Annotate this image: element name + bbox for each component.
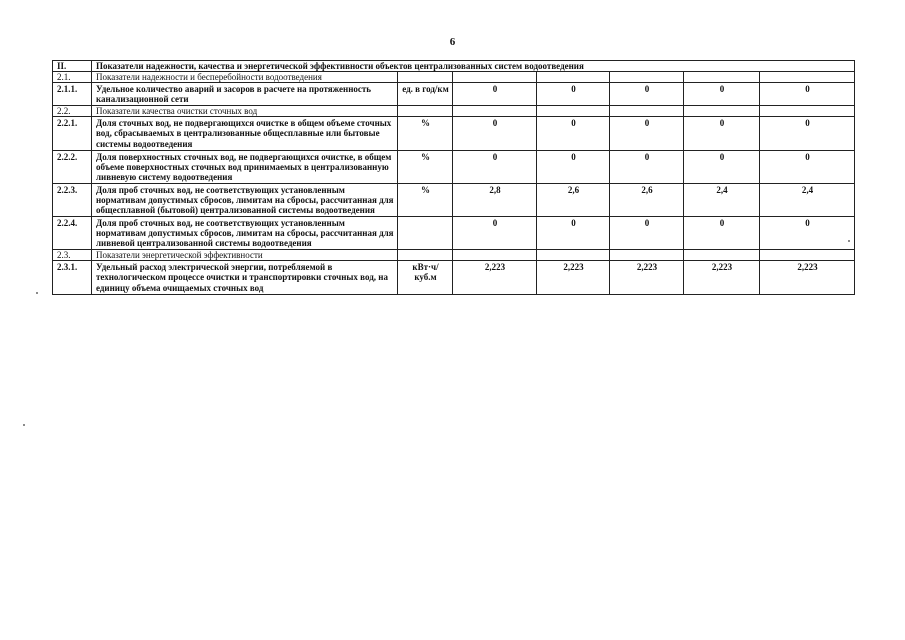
value-cell: 0 (610, 150, 684, 183)
value-cell: 0 (537, 217, 610, 250)
scan-speck (36, 292, 38, 294)
indicator-row (53, 150, 855, 183)
empty-cell (760, 250, 855, 261)
row-number: 2.2. (53, 106, 92, 117)
value-cell: 0 (760, 117, 855, 150)
empty-cell (610, 72, 684, 83)
value-cell: 2,4 (760, 183, 855, 216)
value-cell: 0 (760, 217, 855, 250)
unit-cell: ед. в год/км (398, 83, 453, 106)
unit-cell: % (398, 117, 453, 150)
value-cell: 0 (453, 217, 537, 250)
empty-cell (610, 106, 684, 117)
row-number: 2.2.2. (53, 150, 92, 183)
value-cell: 0 (610, 83, 684, 106)
empty-cell (684, 250, 760, 261)
value-cell: 0 (453, 150, 537, 183)
unit-cell: кВт·ч/ куб.м (398, 261, 453, 294)
table-heading-row (53, 61, 855, 72)
page-number: 6 (449, 36, 456, 48)
value-cell: 2,8 (453, 183, 537, 216)
empty-cell (398, 72, 453, 83)
value-cell: 0 (537, 117, 610, 150)
table-body (53, 61, 855, 295)
empty-cell (453, 106, 537, 117)
value-cell: 0 (684, 217, 760, 250)
value-cell: 2,223 (453, 261, 537, 294)
value-cell: 2,223 (610, 261, 684, 294)
indicator-row (53, 117, 855, 150)
value-cell: 0 (684, 150, 760, 183)
value-cell: 0 (760, 150, 855, 183)
empty-cell (760, 106, 855, 117)
section-title: Показатели энергетической эффективности (92, 250, 398, 261)
section-title: Показатели надежности и бесперебойности водоотведения (92, 72, 398, 83)
indicator-name: Доля проб сточных вод, не соответствующих установленным нормативам допустимых сбросов, лимитам на сбросы, рассчитанная для ливневой централизованной системы водоотведения (92, 217, 398, 250)
indicator-row (53, 183, 855, 216)
unit-cell: % (398, 150, 453, 183)
indicator-name: Удельное количество аварий и засоров в расчете на протяженность канализационной сети (92, 83, 398, 106)
empty-cell (684, 106, 760, 117)
empty-cell (453, 250, 537, 261)
indicator-name: Доля поверхностных сточных вод, не подвергающихся очистке, в общем объеме поверхностных сточных вод принимаемых в централизованную ливневую систему водоотведения (92, 150, 398, 183)
value-cell: 2,223 (684, 261, 760, 294)
unit-cell: % (398, 183, 453, 216)
empty-cell (610, 250, 684, 261)
value-cell: 0 (537, 150, 610, 183)
empty-cell (537, 72, 610, 83)
value-cell: 0 (610, 217, 684, 250)
value-cell: 2,223 (760, 261, 855, 294)
indicator-row (53, 217, 855, 250)
row-number: 2.2.4. (53, 217, 92, 250)
indicator-row (53, 83, 855, 106)
row-number: 2.1. (53, 72, 92, 83)
value-cell: 0 (684, 117, 760, 150)
indicators-table (52, 60, 855, 295)
heading-text: Показатели надежности, качества и энергетической эффективности объектов централизованных систем водоотведения (92, 61, 855, 72)
value-cell: 2,4 (684, 183, 760, 216)
row-number: 2.3. (53, 250, 92, 261)
row-number: 2.3.1. (53, 261, 92, 294)
empty-cell (684, 72, 760, 83)
value-cell: 0 (610, 117, 684, 150)
value-cell: 2,223 (537, 261, 610, 294)
unit-cell (398, 217, 453, 250)
row-number: 2.1.1. (53, 83, 92, 106)
value-cell: 2,6 (610, 183, 684, 216)
scan-speck (23, 424, 25, 426)
heading-num: II. (53, 61, 92, 72)
empty-cell (453, 72, 537, 83)
value-cell: 2,6 (537, 183, 610, 216)
empty-cell (537, 250, 610, 261)
empty-cell (398, 250, 453, 261)
row-number: 2.2.3. (53, 183, 92, 216)
empty-cell (398, 106, 453, 117)
indicator-row (53, 261, 855, 294)
empty-cell (537, 106, 610, 117)
section-row (53, 250, 855, 261)
value-cell: 0 (453, 117, 537, 150)
section-row (53, 72, 855, 83)
row-number: 2.2.1. (53, 117, 92, 150)
indicator-name: Доля проб сточных вод, не соответствующих установленным нормативам допустимых сбросов, лимитам на сбросы, рассчитанная для общесплавной (бытовой) централизованной системы водоотведения (92, 183, 398, 216)
section-title: Показатели качества очистки сточных вод (92, 106, 398, 117)
value-cell: 0 (760, 83, 855, 106)
empty-cell (760, 72, 855, 83)
value-cell: 0 (453, 83, 537, 106)
value-cell: 0 (537, 83, 610, 106)
scan-speck (848, 240, 850, 242)
value-cell: 0 (684, 83, 760, 106)
section-row (53, 106, 855, 117)
indicator-name: Удельный расход электрической энергии, потребляемой в технологическом процессе очистки и транспортировки сточных вод, на единицу объема очищаемых сточных вод (92, 261, 398, 294)
indicator-name: Доля сточных вод, не подвергающихся очистке в общем объеме сточных вод, сбрасываемых в централизованные общесплавные или бытовые системы водоотведения (92, 117, 398, 150)
